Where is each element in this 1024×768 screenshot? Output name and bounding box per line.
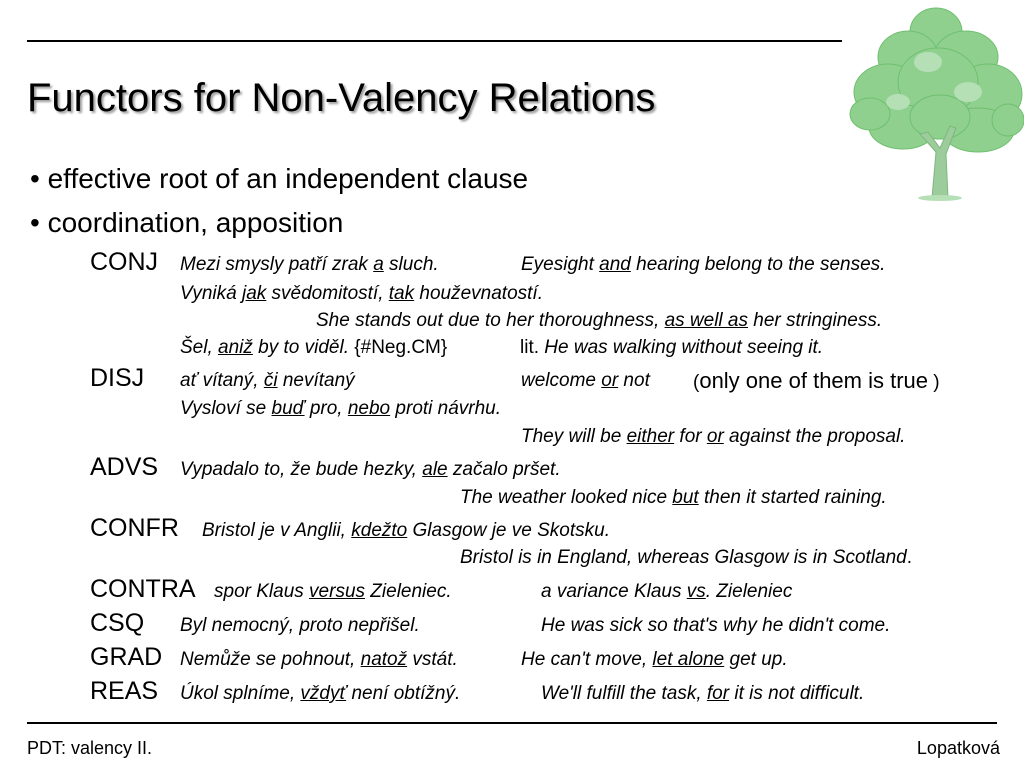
example-czech: Vypadalo to, že bude hezky, ale začalo pršet.: [180, 459, 561, 480]
example-english: They will be either for or against the proposal.: [521, 426, 906, 447]
functor-label-conj: CONJ: [90, 248, 159, 276]
bullet-text: coordination, apposition: [47, 207, 344, 238]
bullet-item: [30, 163, 528, 195]
example-czech: Vyniká jak svědomitostí, tak houževnatostí.: [180, 283, 543, 304]
example-english: lit. He was walking without seeing it.: [520, 337, 824, 358]
bullet-marker: •: [30, 207, 40, 238]
example-english: welcome or not: [521, 370, 650, 391]
example-english: Eyesight and hearing belong to the senses.: [521, 254, 886, 275]
example-english: a variance Klaus vs. Zieleniec: [541, 581, 793, 602]
functor-label-grad: GRAD: [90, 643, 163, 671]
bottom-rule: [27, 722, 997, 724]
example-czech: Byl nemocný, proto nepřišel.: [180, 615, 420, 636]
functor-label-disj: DISJ: [90, 364, 145, 392]
example-czech: Bristol je v Anglii, kdežto Glasgow je ve Skotsku.: [202, 520, 610, 541]
example-english: Bristol is in England, whereas Glasgow is in Scotland.: [460, 547, 913, 568]
bullet-text: effective root of an independent clause: [47, 163, 529, 194]
example-czech: ať vítaný, či nevítaný: [180, 370, 355, 391]
example-czech: Vysloví se buď pro, nebo proti návrhu.: [180, 398, 502, 419]
example-english: We'll fulfill the task, for it is not difficult.: [541, 683, 865, 704]
footer-right: Lopatková: [916, 738, 1000, 758]
slide-title: Functors for Non-Valency Relations: [27, 76, 656, 120]
example-czech: Mezi smysly patří zrak a sluch.: [180, 254, 439, 275]
example-czech: Šel, aniž by to viděl. {#Neg.CM}: [180, 337, 448, 358]
footer-left: PDT: valency II.: [27, 738, 153, 758]
example-note: (only one of them is true ): [693, 368, 940, 393]
example-english: He can't move, let alone get up.: [521, 649, 788, 670]
example-english: The weather looked nice but then it started raining.: [460, 487, 887, 508]
functor-label-confr: CONFR: [90, 514, 179, 542]
top-rule: [27, 40, 842, 42]
functor-label-advs: ADVS: [90, 453, 159, 481]
example-english: He was sick so that's why he didn't come.: [541, 615, 891, 636]
functor-label-contra: CONTRA: [90, 575, 196, 603]
bullet-marker: •: [30, 163, 40, 194]
tree-icon: [848, 2, 1024, 202]
example-english: She stands out due to her thoroughness, as well as her stringiness.: [316, 310, 883, 331]
functor-label-csq: CSQ: [90, 609, 145, 637]
bullet-item: [30, 207, 343, 239]
example-czech: Úkol splníme, vždyť není obtížný.: [180, 683, 461, 704]
example-czech: Nemůže se pohnout, natož vstát.: [180, 649, 458, 670]
functor-label-reas: REAS: [90, 677, 159, 705]
example-czech: spor Klaus versus Zieleniec.: [214, 581, 452, 602]
